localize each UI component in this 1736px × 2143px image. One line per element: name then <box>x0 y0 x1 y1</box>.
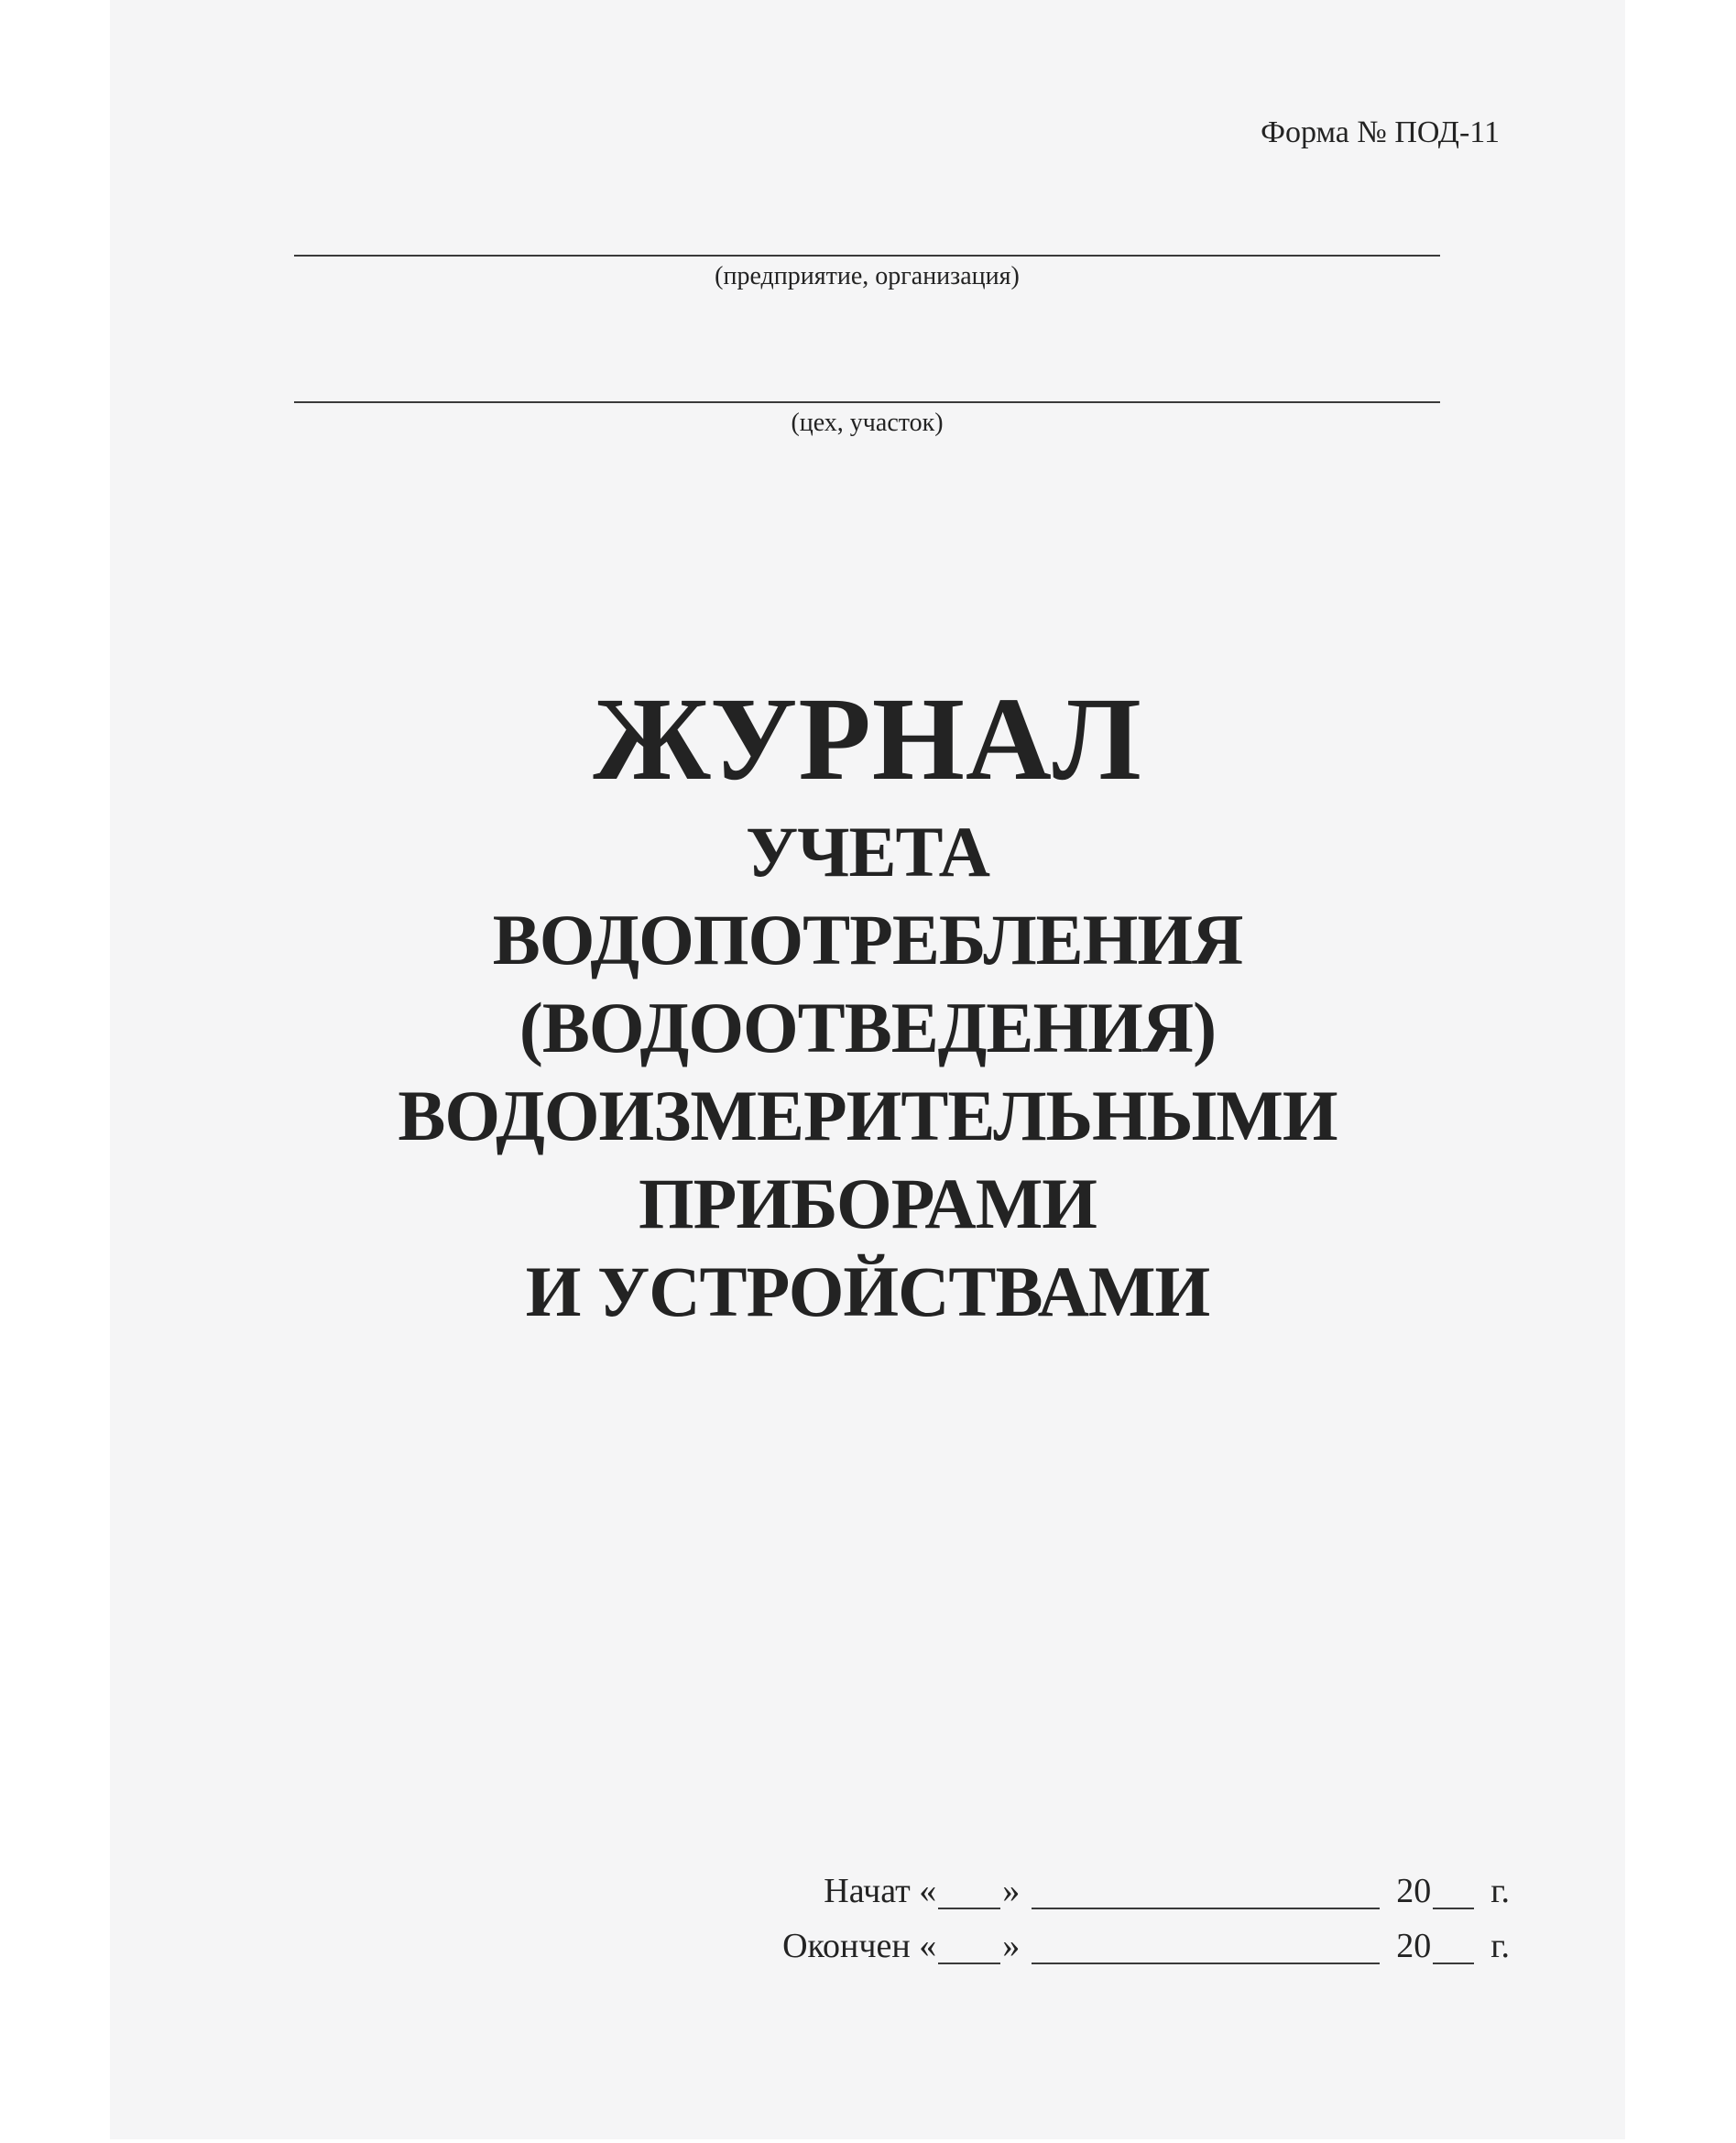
document-title <box>110 673 1625 1336</box>
year-suffix: г. <box>1490 1872 1510 1910</box>
title-line: ВОДОПОТРЕБЛЕНИЯ <box>492 900 1243 979</box>
started-date-row <box>824 1871 1510 1911</box>
title-subtitle <box>110 808 1625 1336</box>
started-label: Начат <box>824 1872 911 1910</box>
department-field <box>294 401 1440 438</box>
year-prefix: 20 <box>1396 1872 1432 1910</box>
finished-label: Окончен <box>782 1927 911 1965</box>
close-quote: » <box>1002 1872 1021 1910</box>
title-line: УЧЕТА <box>746 812 989 891</box>
started-month-blank <box>1032 1882 1380 1909</box>
year-prefix: 20 <box>1396 1927 1432 1965</box>
open-quote: « <box>919 1872 937 1910</box>
title-main-word: ЖУРНАЛ <box>593 673 1142 805</box>
title-line: ВОДОИЗМЕРИТЕЛЬНЫМИ <box>398 1076 1337 1155</box>
finished-day-blank <box>938 1937 1000 1964</box>
open-quote: « <box>919 1927 937 1965</box>
organization-fill-line <box>294 255 1440 257</box>
journal-cover-page <box>110 0 1625 2139</box>
title-line: (ВОДООТВЕДЕНИЯ) <box>519 988 1217 1067</box>
year-suffix: г. <box>1490 1927 1510 1965</box>
close-quote: » <box>1002 1927 1021 1965</box>
title-line: И УСТРОЙСТВАМИ <box>525 1252 1210 1331</box>
title-line: ПРИБОРАМИ <box>639 1164 1097 1243</box>
organization-field-caption: (предприятие, организация) <box>715 262 1020 290</box>
finished-month-blank <box>1032 1937 1380 1964</box>
department-field-caption: (цех, участок) <box>791 409 944 437</box>
department-fill-line <box>294 401 1440 403</box>
started-day-blank <box>938 1882 1000 1909</box>
finished-date-row <box>782 1926 1510 1966</box>
started-year-blank <box>1433 1882 1474 1909</box>
form-code-label: Форма № ПОД-11 <box>1261 115 1500 149</box>
finished-year-blank <box>1433 1937 1474 1964</box>
organization-field <box>294 255 1440 291</box>
